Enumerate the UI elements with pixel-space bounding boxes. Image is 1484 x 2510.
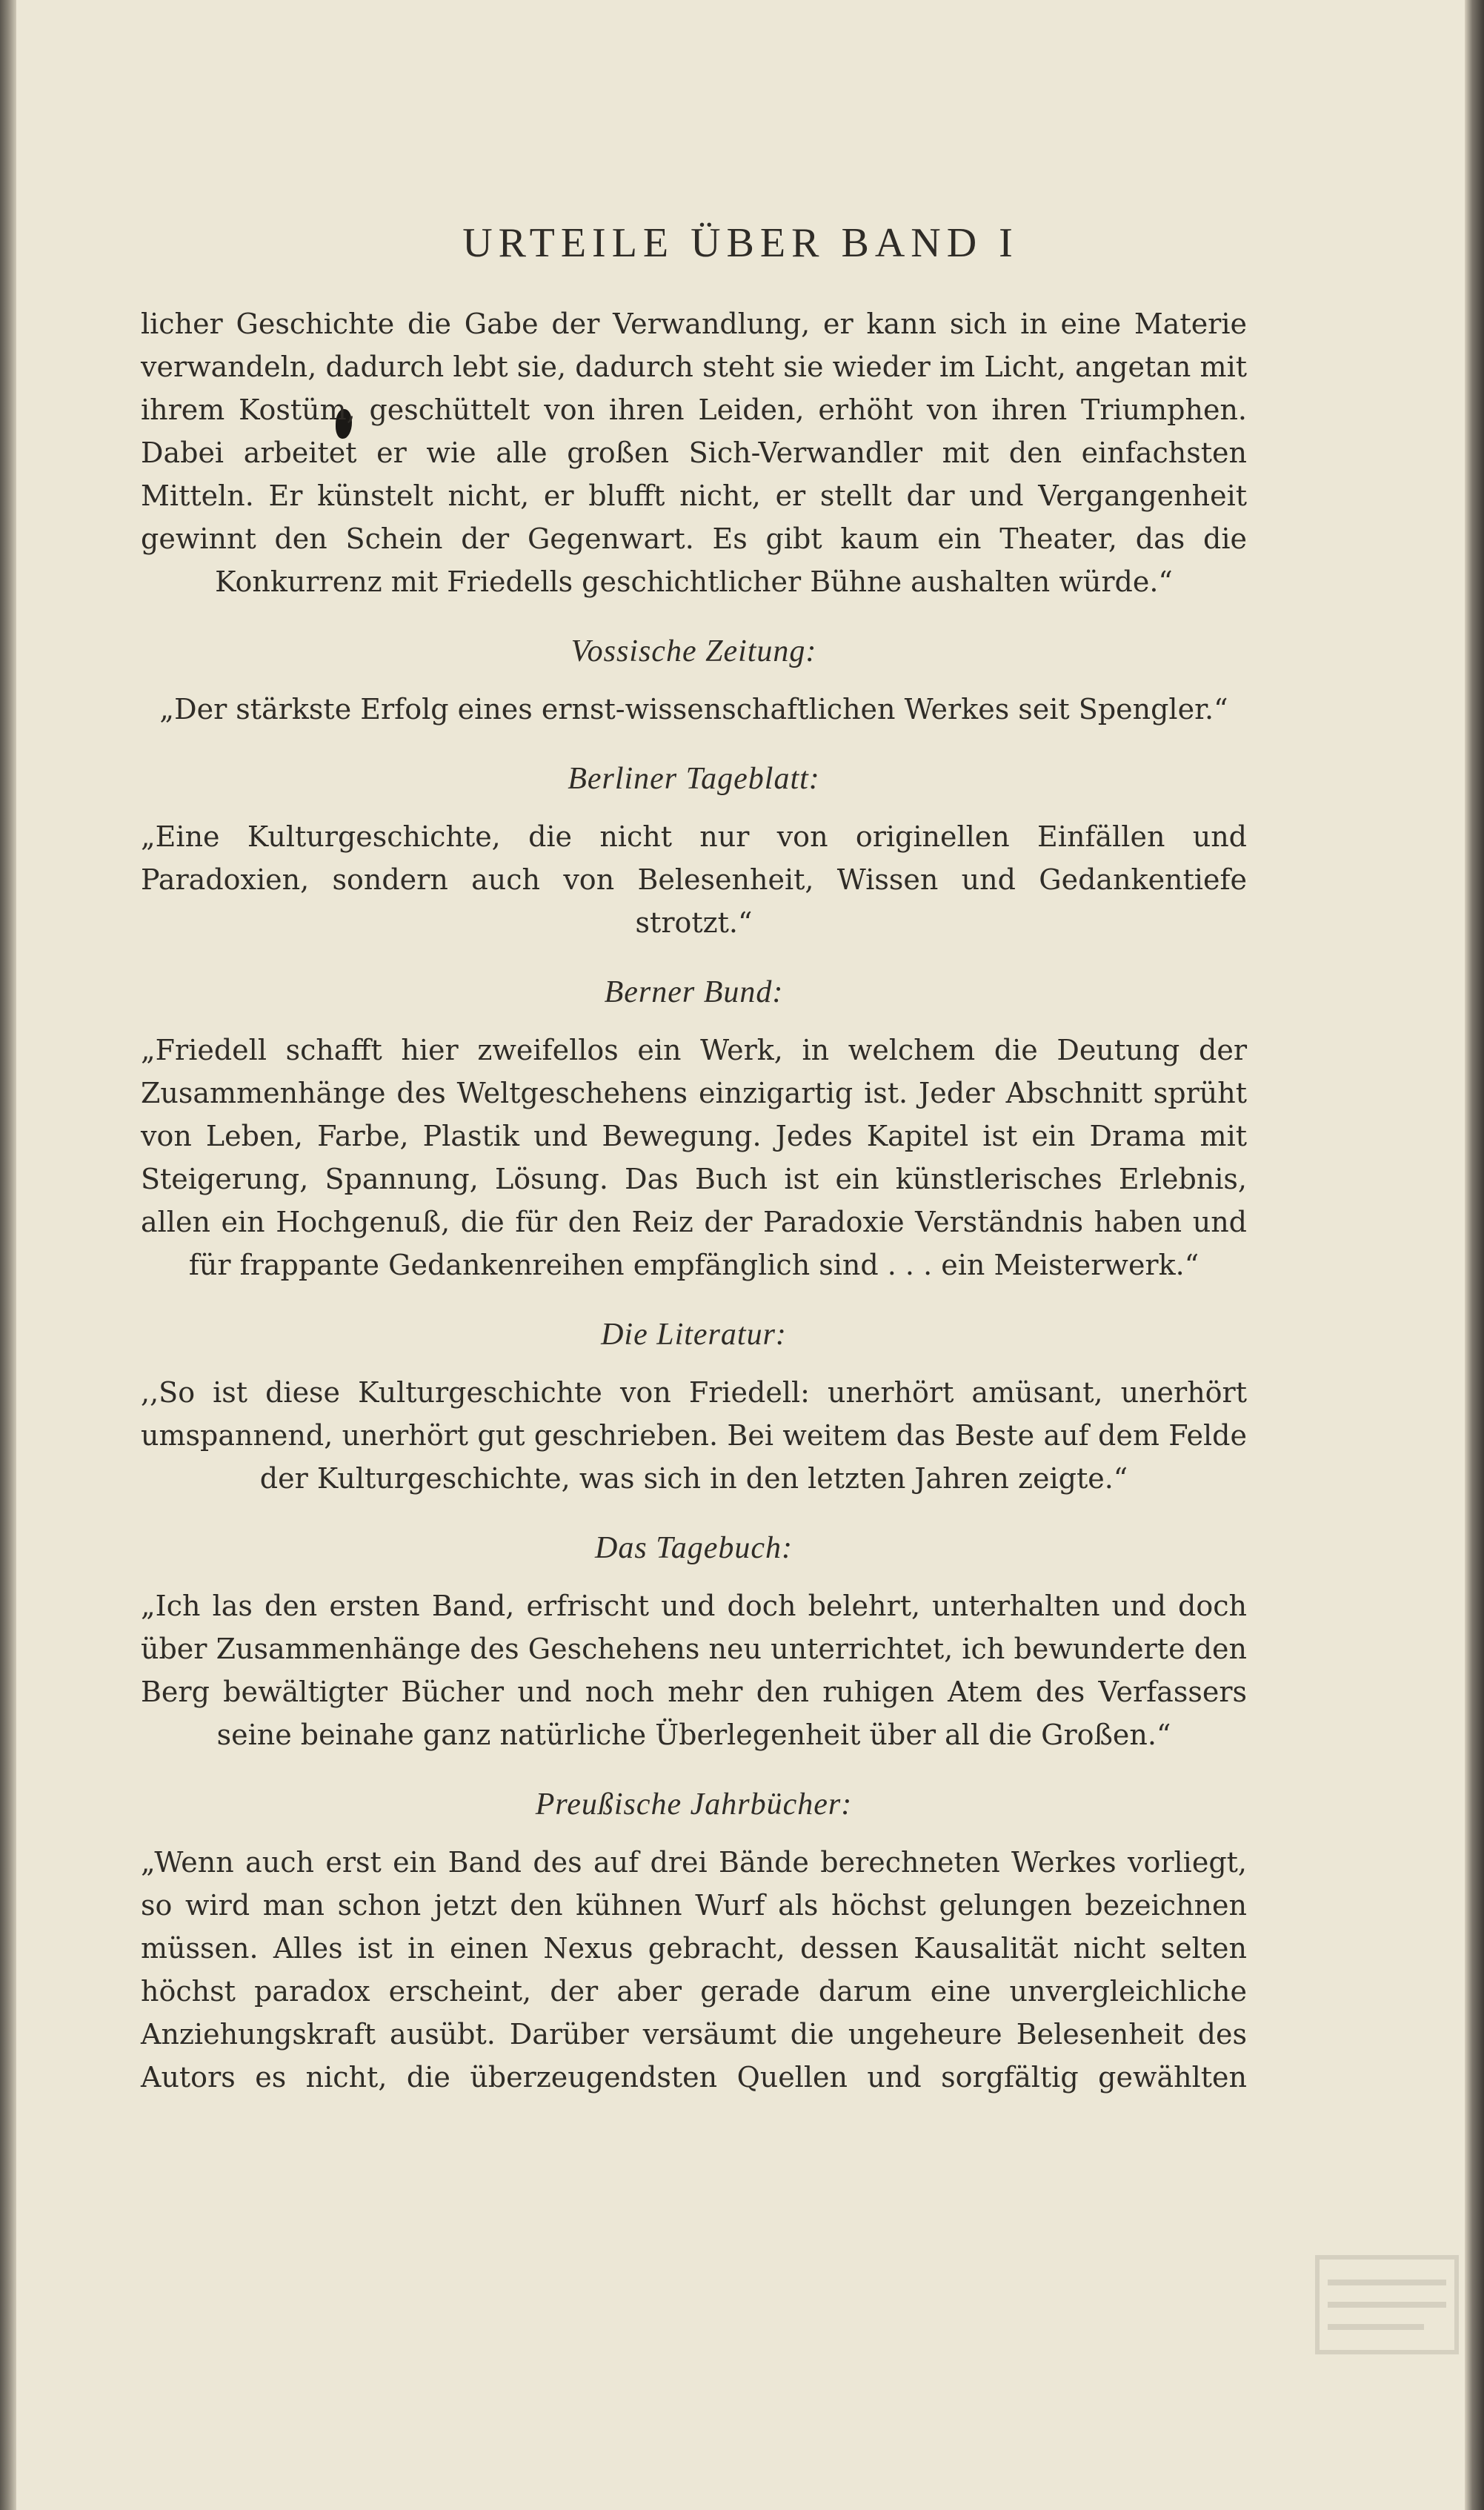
review-quote: „Friedell schafft hier zweifellos ein Werk, in welchem die Deutung der Zusammenhänge des Weltgeschehens einzigartig ist. Jeder Abschnitt sprüht von Leben, Farbe, Plastik und Bewegung. Jedes Kapitel ist ein Drama mit Steigerung, Spannung, Lösung. Das Buch ist ein künstlerisches Erlebnis, allen ein Hochgenuß, die für den Reiz der Paradoxie Verständnis haben und für frappante Gedankenreihen empfänglich sind . . . ein Meisterwerk.“ xyxy=(141,1034,1247,1281)
review-source: Das Tagebuch: xyxy=(595,1531,793,1565)
review-source: Berner Bund: xyxy=(604,975,784,1009)
review-source: Vossische Zeitung: xyxy=(570,634,817,668)
paper-sheet xyxy=(16,0,1465,2510)
page-title: URTEILE ÜBER BAND I xyxy=(462,220,1019,266)
review-quote: ,,So ist diese Kulturgeschichte von Friedell: unerhört amüsant, unerhört umspannend, unerhört gut geschrieben. Bei weitem das Beste auf dem Felde der Kulturgeschichte, was sich in den letzten Jahren zeigte.“ xyxy=(141,1376,1247,1495)
review-source: Berliner Tageblatt: xyxy=(568,762,820,796)
review-quote: „Eine Kulturgeschichte, die nicht nur von originellen Einfällen und Paradoxien, sondern auch von Belesenheit, Wissen und Gedankentiefe strotzt.“ xyxy=(141,820,1247,939)
review-source: Die Literatur: xyxy=(601,1318,787,1352)
review-source: Preußische Jahrbücher: xyxy=(535,1787,853,1822)
review-quote: „Der stärkste Erfolg eines ernst-wissenschaftlichen Werkes seit Spengler.“ xyxy=(159,693,1228,726)
intro-paragraph: licher Geschichte die Gabe der Verwandlung, er kann sich in eine Materie verwandeln, dadurch lebt sie, dadurch steht sie wieder im Licht, angetan mit ihrem Kostüm, geschüttelt von ihren Leiden, erhöht von ihren Triumphen. Dabei arbeitet er wie alle großen Sich-Verwandler mit den einfachsten Mitteln. Er künstelt nicht, er blufft nicht, er stellt dar und Vergangenheit gewinnt den Schein der Gegenwart. Es gibt kaum ein Theater, das die Konkurrenz mit Friedells geschichtlicher Bühne aushalten würde.“ xyxy=(141,308,1247,598)
review-quote: „Wenn auch erst ein Band des auf drei Bände berechneten Werkes vorliegt, so wird man schon jetzt den kühnen Wurf als höchst gelungen bezeichnen müssen. Alles ist in einen Nexus gebracht, dessen Kausalität nicht selten höchst paradox erscheint, der aber gerade darum eine unvergleichliche Anziehungskraft ausübt. Darüber versäumt die ungeheure Belesenheit des Autors es nicht, die überzeugendsten Quellen und sorgfältig gewählten xyxy=(141,1846,1247,2094)
review-text-column xyxy=(141,302,1247,2099)
review-quote: „Ich las den ersten Band, erfrischt und doch belehrt, unterhalten und doch über Zusammenhänge des Geschehens neu unterrichtet, ich bewunderte den Berg bewältigter Bücher und noch mehr den ruhigen Atem des Verfassers seine beinahe ganz natürliche Überlegenheit über all die Großen.“ xyxy=(141,1590,1247,1751)
page-edge-shadow xyxy=(1465,0,1484,2510)
binding-edge xyxy=(0,0,16,2510)
faded-stamp-mark xyxy=(1313,2253,1461,2357)
